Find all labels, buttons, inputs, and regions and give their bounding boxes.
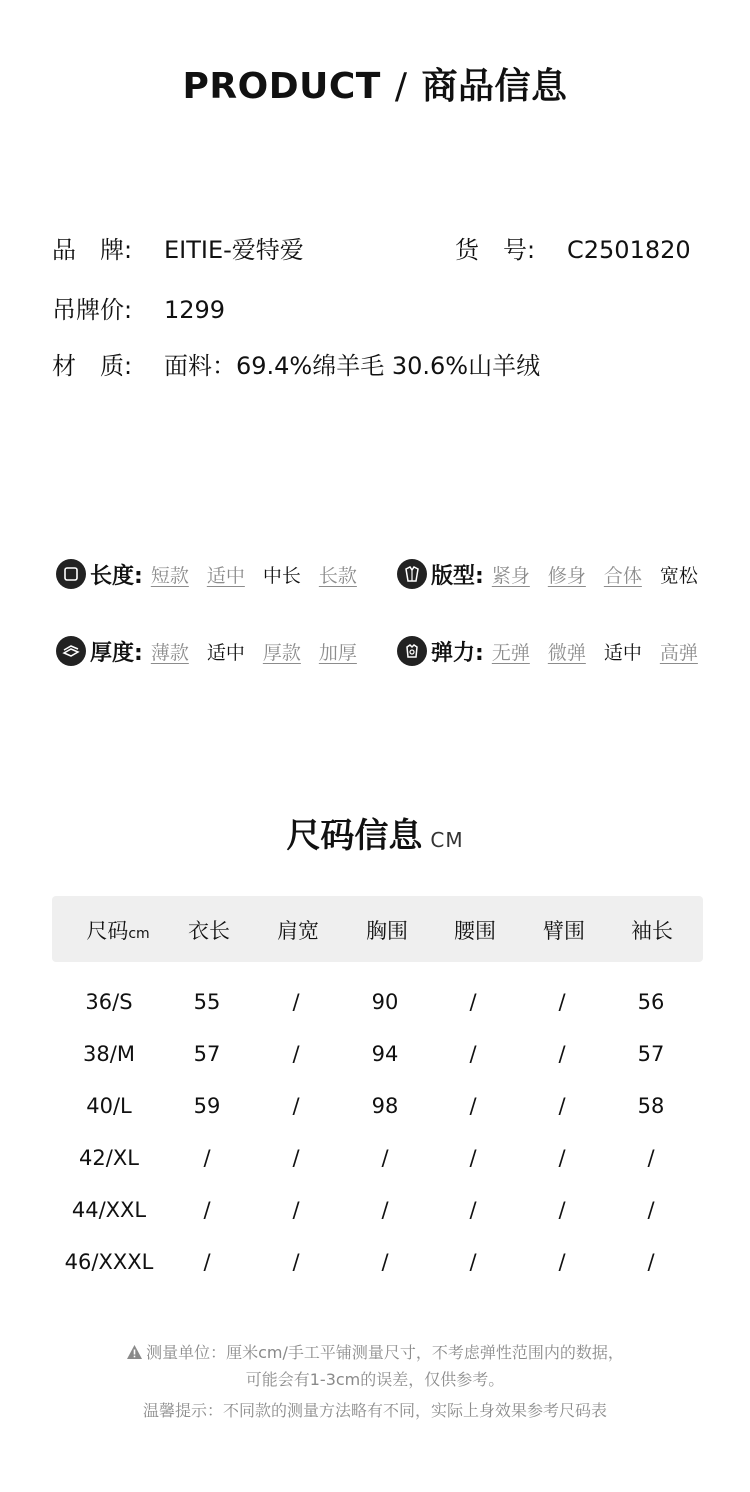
table-cell: / <box>292 1042 300 1066</box>
length-option: 长款 <box>318 564 357 587</box>
elasticity-option: 高弹 <box>659 641 698 664</box>
material-row <box>52 346 540 381</box>
table-cell: 98 <box>371 1094 399 1118</box>
size-label-cell: 40/L <box>86 1094 132 1118</box>
table-cell: / <box>292 990 300 1014</box>
measure-note-line2: 可能会有1-3cm的误差，仅供参考。 <box>245 1370 505 1389</box>
table-row <box>52 1238 703 1290</box>
garment-length-icon <box>56 559 86 589</box>
material-label: 材 质: <box>52 352 133 380</box>
elasticity-option: 无弹 <box>491 641 530 664</box>
elasticity-icon <box>397 636 427 666</box>
table-cell: / <box>647 1250 655 1274</box>
table-cell: / <box>558 1198 566 1222</box>
size-section-title <box>0 808 750 857</box>
size-title-text: 尺码信息 <box>286 816 423 856</box>
table-cell: 59 <box>193 1094 221 1118</box>
table-cell: / <box>469 990 477 1014</box>
fabric-thickness-icon <box>56 636 86 666</box>
table-row <box>52 1134 703 1186</box>
attr-length <box>56 558 357 590</box>
table-cell: / <box>203 1146 211 1170</box>
size-title-unit: CM <box>430 828 464 852</box>
table-cell: 56 <box>637 990 665 1014</box>
table-cell: / <box>203 1250 211 1274</box>
table-cell: / <box>647 1146 655 1170</box>
table-cell: / <box>558 1146 566 1170</box>
length-option: 短款 <box>150 564 189 587</box>
table-cell: / <box>558 1042 566 1066</box>
header-size-unit: cm <box>128 926 150 942</box>
brand-row <box>52 230 304 265</box>
header-size <box>86 915 149 945</box>
title-en: PRODUCT <box>182 66 381 107</box>
thickness-option: 薄款 <box>150 641 189 664</box>
header-cell: 衣长 <box>188 919 230 943</box>
table-cell: 94 <box>371 1042 399 1066</box>
header-cell: 袖长 <box>631 919 673 943</box>
table-cell: / <box>469 1094 477 1118</box>
fit-option: 合体 <box>603 564 642 587</box>
attr-elasticity <box>397 635 698 667</box>
table-cell: / <box>292 1146 300 1170</box>
table-cell: / <box>381 1146 389 1170</box>
size-label-cell: 36/S <box>85 990 133 1014</box>
fit-option: 宽松 <box>659 564 698 587</box>
attr-thickness-name: 厚度: <box>90 640 143 666</box>
table-cell: / <box>469 1250 477 1274</box>
header-cell: 胸围 <box>366 919 408 943</box>
fit-option: 修身 <box>547 564 586 587</box>
size-label-cell: 38/M <box>83 1042 135 1066</box>
material-value: 面料：69.4%绵羊毛 30.6%山羊绒 <box>164 352 541 380</box>
table-cell: 55 <box>193 990 221 1014</box>
table-cell: 57 <box>193 1042 221 1066</box>
thickness-option: 适中 <box>206 641 245 664</box>
table-cell: 57 <box>637 1042 665 1066</box>
table-cell: / <box>558 990 566 1014</box>
table-cell: / <box>647 1198 655 1222</box>
size-label-cell: 46/XXXL <box>64 1250 154 1274</box>
brand-value: EITIE-爱特爱 <box>164 236 304 264</box>
price-value: 1299 <box>164 296 226 324</box>
size-label-cell: 42/XL <box>79 1146 139 1170</box>
sku-value: C2501820 <box>567 236 691 264</box>
attr-length-name: 长度: <box>90 563 143 589</box>
length-option: 中长 <box>262 564 301 587</box>
attr-fit-name: 版型: <box>431 563 484 589</box>
attr-fit <box>397 558 698 590</box>
fit-shape-icon <box>397 559 427 589</box>
table-cell: / <box>381 1250 389 1274</box>
header-cell: 臂围 <box>543 919 585 943</box>
measure-note-line3: 温馨提示：不同款的测量方法略有不同，实际上身效果参考尺码表 <box>142 1401 607 1420</box>
size-table-header <box>52 896 703 962</box>
table-cell: / <box>558 1094 566 1118</box>
table-cell: / <box>292 1198 300 1222</box>
table-cell: 90 <box>371 990 399 1014</box>
title-slash: / <box>394 66 408 107</box>
table-row <box>52 1030 703 1082</box>
warning-icon <box>126 1344 143 1364</box>
header-cell: 腰围 <box>454 919 496 943</box>
size-label-cell: 44/XXL <box>71 1198 147 1222</box>
table-cell: 58 <box>637 1094 665 1118</box>
attr-thickness <box>56 635 357 667</box>
table-cell: / <box>558 1250 566 1274</box>
fit-option: 紧身 <box>491 564 530 587</box>
elasticity-option: 微弹 <box>547 641 586 664</box>
page-title <box>0 58 750 109</box>
note-line1-text: 测量单位：厘米cm/手工平铺测量尺寸，不考虑弹性范围内的数据， <box>146 1343 624 1362</box>
thickness-option: 厚款 <box>262 641 301 664</box>
elasticity-option: 适中 <box>603 641 642 664</box>
length-option: 适中 <box>206 564 245 587</box>
header-size-label: 尺码 <box>86 919 129 943</box>
thickness-option: 加厚 <box>318 641 357 664</box>
brand-label: 品 牌: <box>52 236 133 264</box>
sku-label: 货 号: <box>455 236 536 264</box>
table-row <box>52 1082 703 1134</box>
table-cell: / <box>469 1146 477 1170</box>
table-cell: / <box>292 1250 300 1274</box>
table-cell: / <box>469 1042 477 1066</box>
sku-row <box>455 230 691 265</box>
attr-elasticity-name: 弹力: <box>431 640 484 666</box>
price-label: 吊牌价: <box>52 296 133 324</box>
title-cn: 商品信息 <box>421 66 568 107</box>
measure-note-line1 <box>0 1340 750 1364</box>
table-cell: / <box>292 1094 300 1118</box>
table-row <box>52 1186 703 1238</box>
table-cell: / <box>381 1198 389 1222</box>
table-row <box>52 978 703 1030</box>
header-cell: 肩宽 <box>277 919 319 943</box>
table-cell: / <box>203 1198 211 1222</box>
table-cell: / <box>469 1198 477 1222</box>
price-row <box>52 290 225 325</box>
